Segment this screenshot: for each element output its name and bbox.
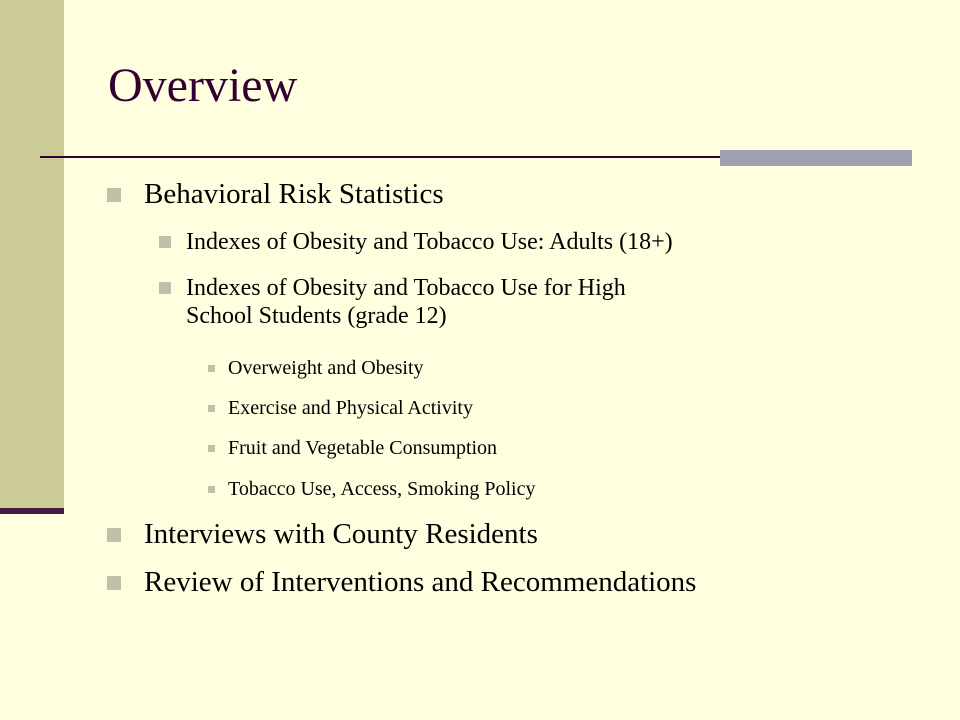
bullet-overweight-obesity (228, 356, 424, 380)
bullet-text: Interviews with County Residents (144, 518, 538, 550)
square-bullet-icon (107, 576, 121, 590)
bullet-fruit-vegetable (228, 436, 497, 460)
bullet-text: Behavioral Risk Statistics (144, 178, 444, 210)
bullet-text: Tobacco Use, Access, Smoking Policy (228, 478, 536, 500)
square-bullet-icon (107, 188, 121, 202)
bullet-text-line-1: Indexes of Obesity and Tobacco Use for High (186, 275, 626, 301)
bullet-indexes-adults (186, 228, 673, 256)
bullet-exercise-activity (228, 396, 473, 420)
slide-title: Overview (108, 59, 298, 112)
square-bullet-icon (159, 236, 171, 248)
bullet-text: Indexes of Obesity and Tobacco Use: Adults (18+) (186, 229, 673, 255)
bullet-text: Review of Interventions and Recommendations (144, 566, 697, 598)
square-bullet-icon (208, 445, 215, 452)
bullet-indexes-high-school (186, 274, 626, 330)
bullet-text-line-2: School Students (grade 12) (186, 303, 447, 329)
bullet-tobacco-use (228, 477, 535, 501)
bullet-behavioral-risk-statistics (144, 178, 444, 211)
bullet-review-interventions (144, 566, 696, 599)
bullet-text: Overweight and Obesity (228, 357, 424, 379)
square-bullet-icon (107, 528, 121, 542)
square-bullet-icon (208, 486, 215, 493)
bullet-interviews (144, 518, 538, 551)
bullet-text: Fruit and Vegetable Consumption (228, 437, 498, 459)
square-bullet-icon (208, 405, 215, 412)
square-bullet-icon (208, 365, 215, 372)
bullet-text: Exercise and Physical Activity (228, 397, 473, 419)
square-bullet-icon (159, 282, 171, 294)
